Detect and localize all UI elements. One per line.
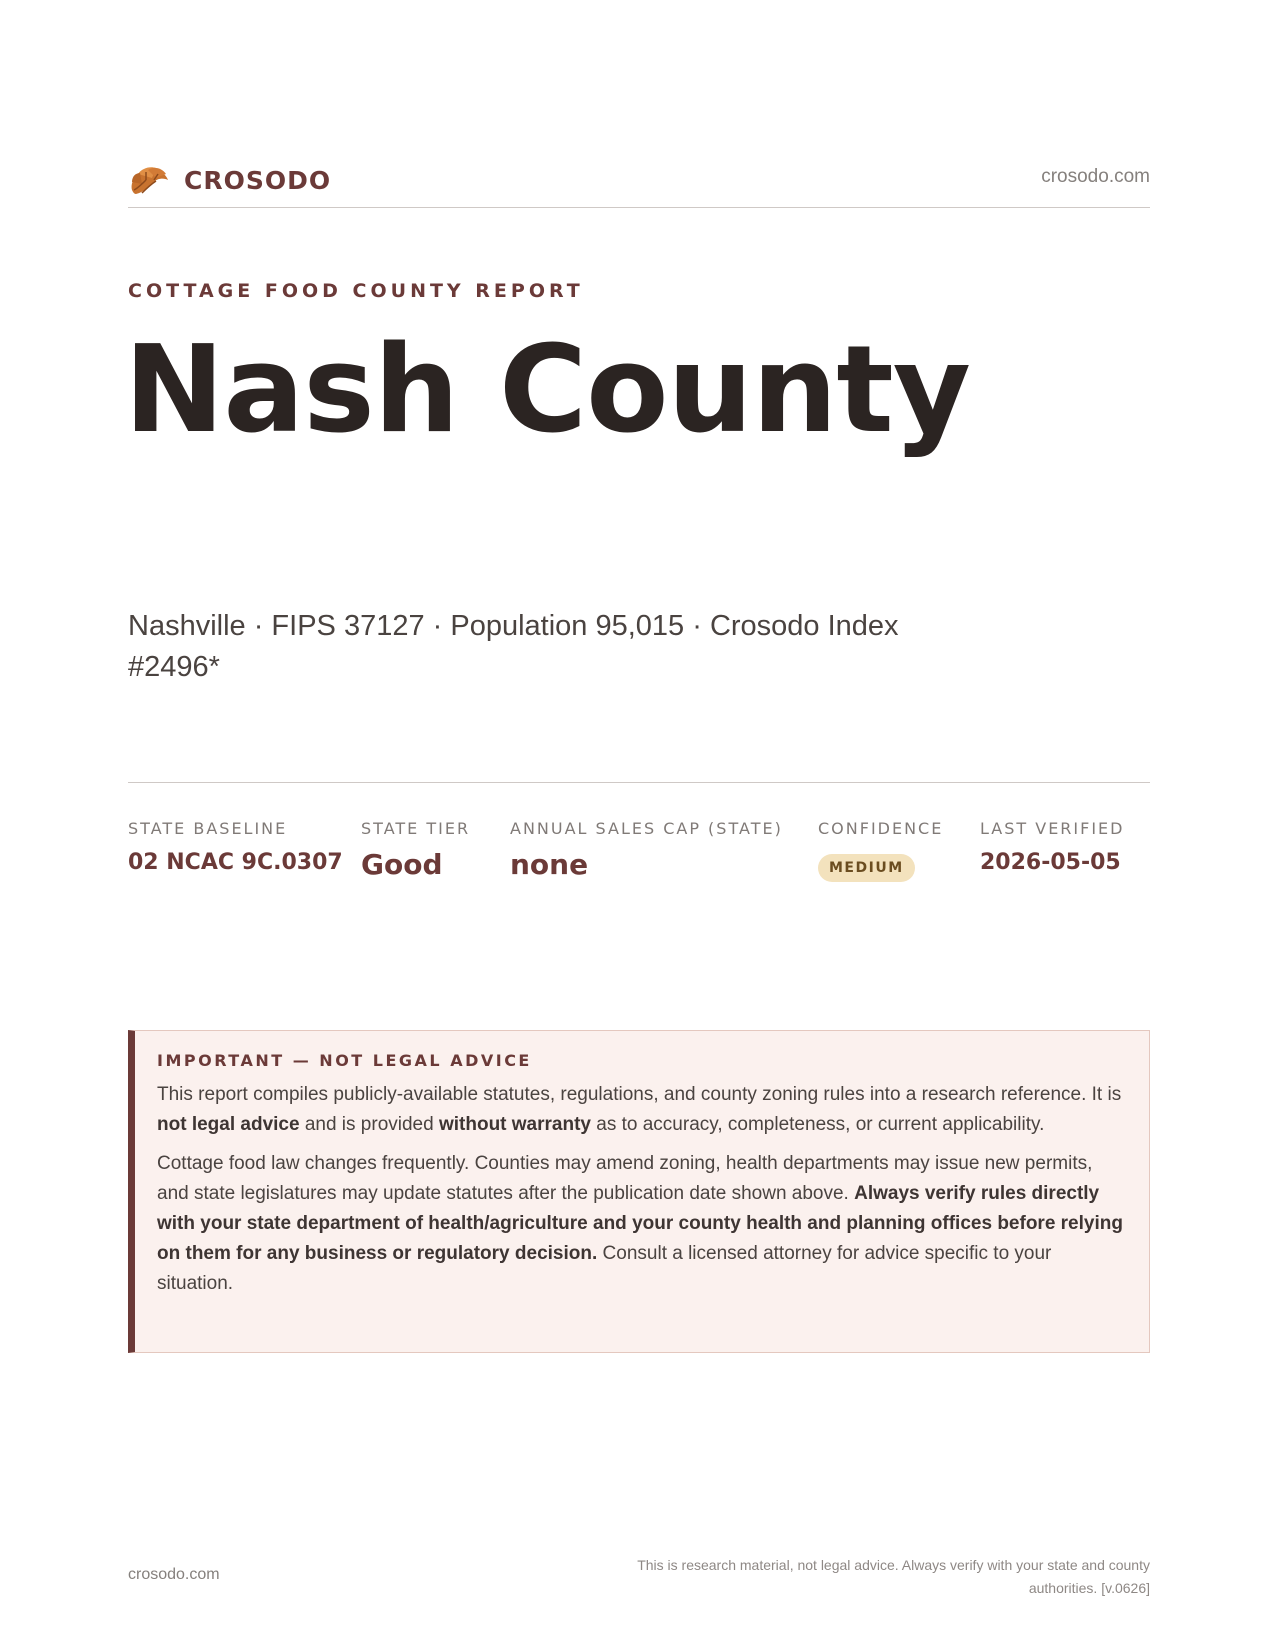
page-title: Nash County xyxy=(124,321,970,460)
confidence-badge: MEDIUM xyxy=(818,854,915,882)
notice-text: Consult a licensed attorney for advice specific to your situation. xyxy=(157,1243,1052,1294)
footer-disclaimer: This is research material, not legal advice. Always verify with your state and county authorities. [v.0626] xyxy=(637,1557,1150,1596)
metric-label: STATE BASELINE xyxy=(128,819,288,838)
metric-state-tier xyxy=(361,819,470,881)
page-header xyxy=(128,158,1150,208)
metric-last-verified xyxy=(980,819,1124,875)
metric-confidence xyxy=(818,819,943,882)
report-page xyxy=(124,0,1150,1650)
metrics-row xyxy=(128,782,1150,912)
notice-text: as to accuracy, completeness, or current applicability. xyxy=(590,1114,1045,1135)
metric-state-baseline xyxy=(128,819,343,875)
site-url-link[interactable]: crosodo.com xyxy=(1041,166,1150,187)
notice-emphasis: Always verify rules directly with your state department of health/agriculture and your county health and planning offices before relying on them for any business or regulatory decision. xyxy=(157,1183,1123,1264)
notice-paragraph xyxy=(157,1080,1127,1140)
metric-label: ANNUAL SALES CAP (STATE) xyxy=(510,819,783,838)
report-eyebrow: COTTAGE FOOD COUNTY REPORT xyxy=(128,280,584,302)
brand[interactable] xyxy=(128,158,331,202)
metric-sales-cap xyxy=(510,819,783,881)
croissant-icon xyxy=(128,160,170,200)
metric-label: LAST VERIFIED xyxy=(980,819,1125,838)
metric-value: 02 NCAC 9C.0307 xyxy=(128,850,343,875)
notice-paragraph xyxy=(157,1149,1127,1299)
metric-value: none xyxy=(510,848,589,881)
metric-label: STATE TIER xyxy=(361,819,471,838)
metric-label: CONFIDENCE xyxy=(818,819,944,838)
legal-notice xyxy=(128,1030,1150,1353)
footer-site-url[interactable]: crosodo.com xyxy=(128,1566,220,1583)
notice-text: and is provided xyxy=(299,1114,439,1135)
notice-text: This report compiles publicly-available statutes, regulations, and county zoning rules into a research reference. It is xyxy=(157,1084,1122,1105)
metric-value: 2026-05-05 xyxy=(980,850,1121,875)
notice-text: Cottage food law changes frequently. Counties may amend zoning, health departments may issue new permits, and state legislatures may update statutes after the publication date shown above. xyxy=(157,1153,1093,1204)
brand-name: CROSODO xyxy=(184,165,332,195)
notice-title: IMPORTANT — NOT LEGAL ADVICE xyxy=(157,1051,532,1070)
metric-value: Good xyxy=(361,848,443,881)
notice-emphasis: not legal advice xyxy=(157,1114,300,1135)
county-subtitle: Nashville · FIPS 37127 · Population 95,015 · Crosodo Index #2496* xyxy=(128,610,899,683)
notice-emphasis: without warranty xyxy=(438,1114,591,1135)
